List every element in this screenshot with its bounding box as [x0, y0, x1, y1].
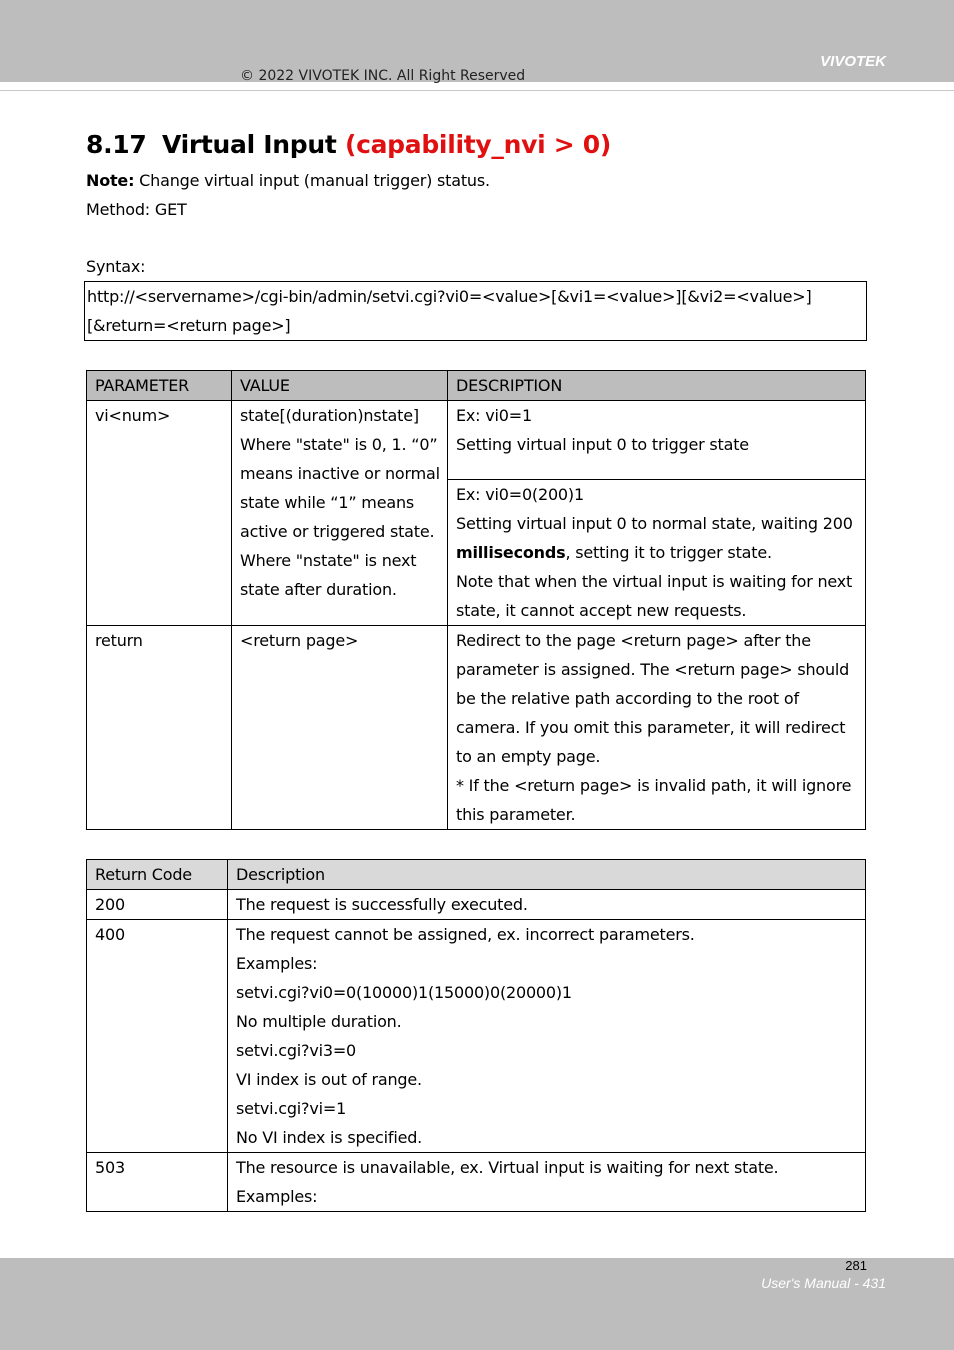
column-header: Return Code — [87, 860, 228, 890]
description-line: Ex: vi0=0(200)1 — [456, 485, 584, 504]
description-cell — [448, 401, 866, 480]
description-line: Ex: vi0=1 — [456, 406, 532, 425]
param-cell: return — [87, 626, 232, 830]
syntax-line-1: http://<servername>/cgi-bin/admin/setvi.cgi?vi0=<value>[&vi1=<value>][&vi2=<value>] — [87, 287, 812, 306]
table-row — [87, 890, 866, 920]
description-line: state, it cannot accept new requests. — [456, 601, 747, 620]
return-code-table — [86, 859, 866, 1212]
syntax-box — [84, 281, 867, 341]
column-header: PARAMETER — [87, 371, 232, 401]
value-cell: <return page> — [232, 626, 448, 830]
value-cell — [232, 401, 448, 626]
description-line: Note that when the virtual input is waiting for next — [456, 572, 853, 591]
description-cell — [448, 626, 866, 830]
description-cell — [228, 920, 866, 1153]
code-cell: 400 — [87, 920, 228, 1153]
main-content — [86, 126, 866, 1212]
manual-reference: User's Manual - 431 — [761, 1275, 886, 1291]
value-line: state while “1” means — [240, 493, 415, 512]
value-line: active or triggered state. — [240, 522, 435, 541]
column-header: Description — [228, 860, 866, 890]
brand-logo-text: VIVOTEK — [820, 53, 886, 70]
description-line: camera. If you omit this parameter, it will redirect — [456, 718, 846, 737]
table-row — [87, 401, 866, 480]
page-number: 281 — [845, 1258, 867, 1273]
description-line: setvi.cgi?vi=1 — [236, 1099, 347, 1118]
parameter-table — [86, 370, 866, 830]
description-line: setvi.cgi?vi0=0(10000)1(15000)0(20000)1 — [236, 983, 572, 1002]
description-line: setvi.cgi?vi3=0 — [236, 1041, 357, 1060]
section-capability: (capability_nvi > 0) — [344, 130, 612, 159]
description-line: No VI index is specified. — [236, 1128, 423, 1147]
value-line: means inactive or normal — [240, 464, 440, 483]
page-footer — [0, 1258, 954, 1350]
value-line: Where "state" is 0, 1. “0” — [240, 435, 438, 454]
section-number: 8.17 — [86, 130, 147, 159]
description-line: VI index is out of range. — [236, 1070, 422, 1089]
note-text: Change virtual input (manual trigger) status. — [134, 171, 490, 190]
description-line: The resource is unavailable, ex. Virtual input is waiting for next state. — [236, 1158, 779, 1177]
description-line: Setting virtual input 0 to normal state, waiting 200 — [456, 514, 853, 533]
header-divider — [0, 90, 954, 91]
note-label: Note: — [86, 171, 135, 190]
bold-term: milliseconds — [456, 543, 566, 562]
column-header: VALUE — [232, 371, 448, 401]
value-line: Where "nstate" is next — [240, 551, 417, 570]
copyright-text: © 2022 VIVOTEK INC. All Right Reserved — [240, 68, 526, 84]
table-row — [87, 920, 866, 1153]
description-line: The request is successfully executed. — [236, 895, 528, 914]
description-line: be the relative path according to the root of — [456, 689, 799, 708]
description-line: Setting virtual input 0 to trigger state — [456, 435, 749, 454]
description-line: * If the <return page> is invalid path, it will ignore — [456, 776, 852, 795]
description-cell — [448, 480, 866, 626]
table-header-row — [87, 371, 866, 401]
value-line: state after duration. — [240, 580, 397, 599]
description-line: Redirect to the page <return page> after the — [456, 631, 811, 650]
description-line: parameter is assigned. The <return page> should — [456, 660, 850, 679]
description-cell — [228, 890, 866, 920]
value-line: state[(duration)nstate] — [240, 406, 419, 425]
description-line: to an empty page. — [456, 747, 601, 766]
method-line: Method: GET — [86, 200, 187, 219]
table-header-row — [87, 860, 866, 890]
description-line: Examples: — [236, 1187, 318, 1206]
table-row — [87, 626, 866, 830]
code-cell: 503 — [87, 1153, 228, 1212]
description-line: No multiple duration. — [236, 1012, 402, 1031]
description-text: , setting it to trigger state. — [565, 543, 772, 562]
section-heading — [86, 126, 866, 166]
syntax-line-2: [&return=<return page>] — [87, 316, 291, 335]
note-line — [86, 166, 866, 195]
section-title: Virtual Input — [162, 130, 337, 159]
code-cell: 200 — [87, 890, 228, 920]
description-cell — [228, 1153, 866, 1212]
column-header: DESCRIPTION — [448, 371, 866, 401]
table-row — [87, 1153, 866, 1212]
description-line: The request cannot be assigned, ex. incorrect parameters. — [236, 925, 695, 944]
description-line: Examples: — [236, 954, 318, 973]
description-line — [456, 538, 859, 567]
description-line: this parameter. — [456, 805, 576, 824]
param-cell: vi<num> — [87, 401, 232, 626]
syntax-label: Syntax: — [86, 257, 146, 276]
